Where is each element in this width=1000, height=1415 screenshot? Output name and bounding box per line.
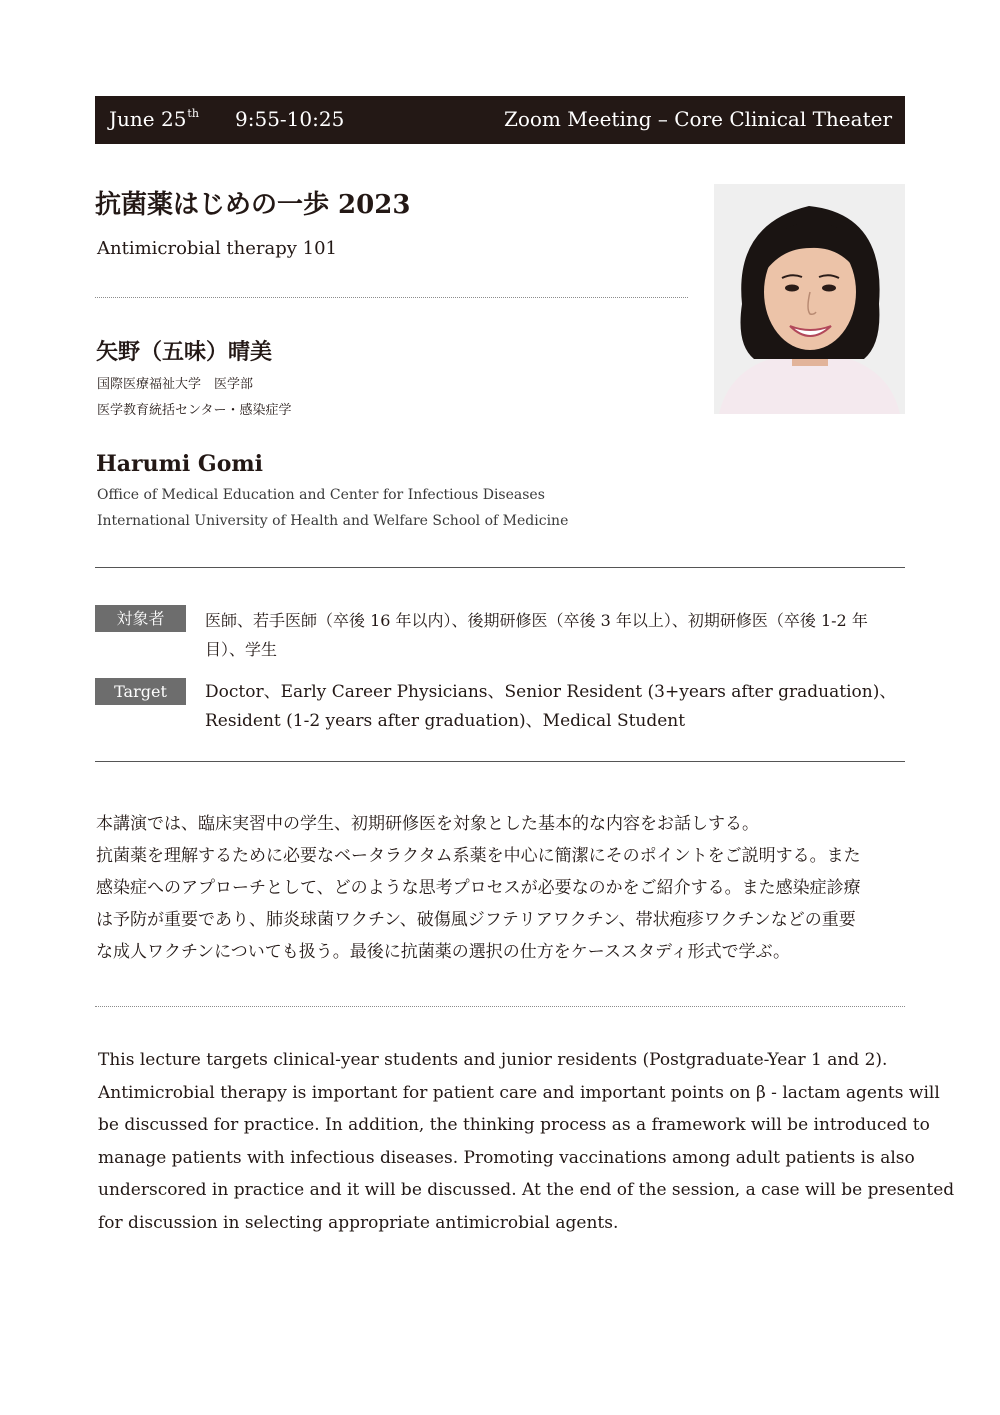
target-tag-en: Target <box>95 678 186 705</box>
speaker-portrait-image <box>714 184 905 414</box>
session-header-bar <box>95 96 905 144</box>
speaker-affiliation-ja-line: 国際医療福祉大学 医学部 <box>97 377 254 392</box>
session-time: 9:55-10:25 <box>235 107 345 131</box>
session-venue: Zoom Meeting – Core Clinical Theater <box>503 107 892 131</box>
dotted-divider-bottom <box>95 1006 905 1007</box>
speaker-affiliation-en-line: International University of Health and Welfare School of Medicine <box>97 513 569 529</box>
abstract-ja-line: な成人ワクチンについても扱う。最後に抗菌薬の選択の仕方をケーススタディ形式で学ぶ。 <box>96 942 790 962</box>
target-tag-ja: 対象者 <box>95 605 186 632</box>
abstract-ja-line: は予防が重要であり、肺炎球菌ワクチン、破傷風ジフテリアワクチン、帯状疱疹ワクチンなどの重要 <box>96 910 856 930</box>
abstract-en-line: manage patients with infectious diseases. Promoting vaccinations among adult patients is also <box>98 1147 915 1168</box>
abstract-en-line: be discussed for practice. In addition, the thinking process as a framework will be introduced to <box>98 1115 930 1135</box>
divider-line-bottom <box>95 761 905 762</box>
abstract-en <box>98 1044 955 1239</box>
lecture-title-en: Antimicrobial therapy 101 <box>97 238 338 259</box>
session-date <box>109 107 199 131</box>
abstract-ja-line: 抗菌薬を理解するために必要なベータラクタム系薬を中心に簡潔にそのポイントをご説明する。また <box>96 846 861 866</box>
speaker-affiliation-en-line: Office of Medical Education and Center for Infectious Diseases <box>97 487 545 503</box>
abstract-en-line: Antimicrobial therapy is important for patient care and important points on β - lactam agents will <box>98 1082 940 1103</box>
target-text-en: Doctor、Early Career Physicians、Senior Resident (3+years after graduation)、Resident (1-2 years after graduation)、Medical Student <box>205 682 897 731</box>
lecture-title-ja: 抗菌薬はじめの一歩 2023 <box>95 190 411 220</box>
session-date-suffix: th <box>187 107 199 120</box>
speaker-name-en: Harumi Gomi <box>96 451 264 477</box>
speaker-affiliation-ja-line: 医学教育統括センター・感染症学 <box>97 403 292 418</box>
speaker-name-ja: 矢野（五味）晴美 <box>96 339 273 365</box>
abstract-ja <box>96 808 906 968</box>
abstract-en-line: underscored in practice and it will be discussed. At the end of the session, a case will be presented <box>98 1180 955 1200</box>
abstract-ja-line: 本講演では、臨床実習中の学生、初期研修医を対象とした基本的な内容をお話しする。 <box>96 814 759 834</box>
speaker-photo <box>714 184 905 414</box>
session-date-text: June 25 <box>109 107 187 131</box>
abstract-ja-line: 感染症へのアプローチとして、どのような思考プロセスが必要なのかをご紹介する。また感染症診療 <box>96 878 861 898</box>
target-text-ja: 医師、若手医師（卒後 16 年以内）、後期研修医（卒後 3 年以上）、初期研修医（卒後 1-2 年目）、学生 <box>205 611 868 659</box>
dotted-divider-top <box>95 297 688 298</box>
abstract-en-line: This lecture targets clinical-year students and junior residents (Postgraduate-Year 1 and 2). <box>98 1050 888 1070</box>
abstract-en-line: for discussion in selecting appropriate antimicrobial agents. <box>98 1212 619 1233</box>
divider-line-top <box>95 567 905 568</box>
